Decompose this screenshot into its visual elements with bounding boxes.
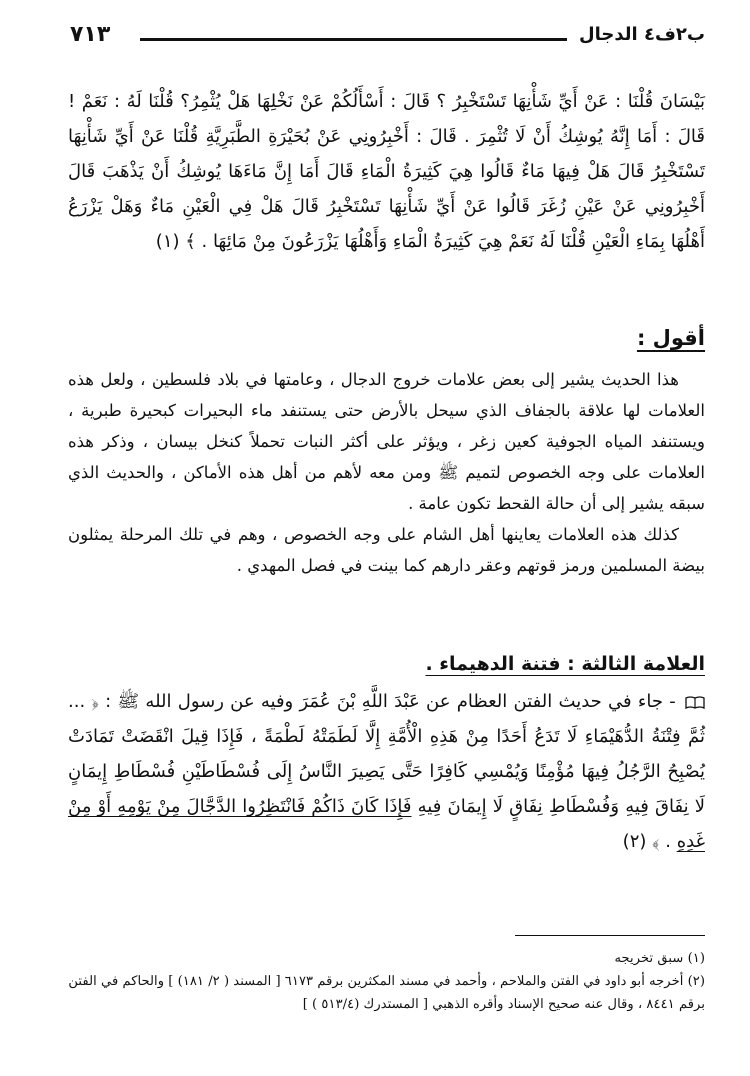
footnote: (١) سبق تخريجه <box>614 951 705 966</box>
section-heading-aqool: أقول : <box>636 326 705 350</box>
section-heading-dahimaa: العلامة الثالثة : فتنة الدهيماء . <box>425 653 705 675</box>
commentary-paragraph: هذا الحديث يشير إلى بعض علامات خروج الدجال ، وعامتها في بلاد فلسطين ، ولعل هذه العلامات لها علاقة بالجفاف الذي سيحل بالأرض حتى يستنفد ماء البحيرات كبحيرة طبرية ، ويستنفد المياه الجوفية كعين زغر ، ويؤثر على أكثر النبات تحملاً كنخل بيسان ، وذكر هذه العلامات على وجه الخصوص لتميم ﷺ ومن معه لأهم من أهل هذه الأماكن ، والحديث الذي سبقه يشير إلى أن حالة القحط تكون عامة . <box>68 370 705 513</box>
hadith-body: ... ثُمَّ فِتْنَةُ الدُّهَيْمَاءِ لَا تَدَعُ أَحَدًا مِنْ هَذِهِ الْأُمَّةِ إِلَّا لَطَمَتْهُ لَطْمَةً ، فَإِذَا قِيلَ انْقَضَتْ تَمَادَتْ يُصْبِحُ الرَّجُلُ فِيهَا مُؤْمِنًا وَيُمْسِي كَافِرًا حَتَّى يَصِيرَ النَّاسُ إِلَى فُسْطَاطَيْنِ فُسْطَاطِ إِيمَانٍ لَا نِفَاقَ فِيهِ وَفُسْطَاطِ نِفَاقٍ لَا إِيمَانَ فِيهِ <box>68 691 705 817</box>
hadith-continuation <box>68 84 705 259</box>
commentary-paragraph: كذلك هذه العلامات يعاينها أهل الشام على وجه الخصوص ، وهم في تلك المرحلة يمثلون بيضة المسلمين ورمز قوتهم وعقر دارهم كما بينت في فصل المهدي . <box>68 525 705 575</box>
book-icon <box>676 691 705 712</box>
commentary <box>68 364 705 581</box>
hadith-text: بَيْسَانَ قُلْنَا : عَنْ أَيِّ شَأْنِهَا تَسْتَخْبِرُ ؟ قَالَ : أَسْأَلُكُمْ عَنْ نَخْلِهَا هَلْ يُثْمِرُ؟ قُلْنَا لَهُ : نَعَمْ ! قَالَ : أَمَا إِنَّهُ يُوشِكُ أَنْ لَا تُثْمِرَ . قَالَ : أَخْبِرُونِي عَنْ بُحَيْرَةِ الطَّبَرِيَّةِ قُلْنَا عَنْ أَيِّ شَأْنِهَا تَسْتَخْبِرُ قَالَ هَلْ فِيهَا مَاءٌ قَالُوا هِيَ كَثِيرَةُ الْمَاءِ قَالَ أَمَا إِنَّ مَاءَهَا يُوشِكُ أَنْ يَذْهَبَ قَالَ أَخْبِرُونِي عَنْ عَيْنِ زُغَرَ قَالُوا عَنْ أَيِّ شَأْنِهَا تَسْتَخْبِرُ قَالَ هَلْ فِي الْعَيْنِ مَاءٌ وَهَلْ يَزْرَعُ أَهْلُهَا بِمَاءِ الْعَيْنِ قُلْنَا لَهُ نَعَمْ هِيَ كَثِيرَةُ الْمَاءِ وَأَهْلُهَا يَزْرَعُونَ مِنْ مَائِهَا . ﴾ (١) <box>68 91 705 252</box>
header-rule <box>140 38 567 41</box>
footnotes <box>68 947 705 1016</box>
footnote-separator <box>515 935 705 936</box>
hadith-dahimaa <box>68 684 705 859</box>
hadith-end: . ﴾ (٢) <box>622 831 671 852</box>
page-header <box>70 24 705 54</box>
hadith-highlight: فَإِذَا كَانَ ذَاكُمْ فَانْتَظِرُوا الدَّجَّالَ مِنْ يَوْمِهِ أَوْ مِنْ غَدِهِ <box>68 796 705 852</box>
page-number: ٧١٣ <box>70 22 111 47</box>
running-title: ب٢ف٤ الدجال <box>579 24 705 45</box>
footnote: (٢) أخرجه أبو داود في الفتن والملاحم ، وأحمد في مسند المكثرين برقم ٦١٧٣ [ المسند ( ٢/ ١٨١) ] والحاكم في الفتن برقم ٨٤٤١ ، وقال عنه صحيح الإسناد وأقره الذهبي [ المستدرك (٥١٣/٤ ) ] <box>68 974 705 1012</box>
hadith-intro: - جاء في حديث الفتن العظام عن عَبْدَ اللَّهِ بْنَ عُمَرَ وفيه عن رسول الله ﷺ : ﴿ <box>91 691 676 712</box>
